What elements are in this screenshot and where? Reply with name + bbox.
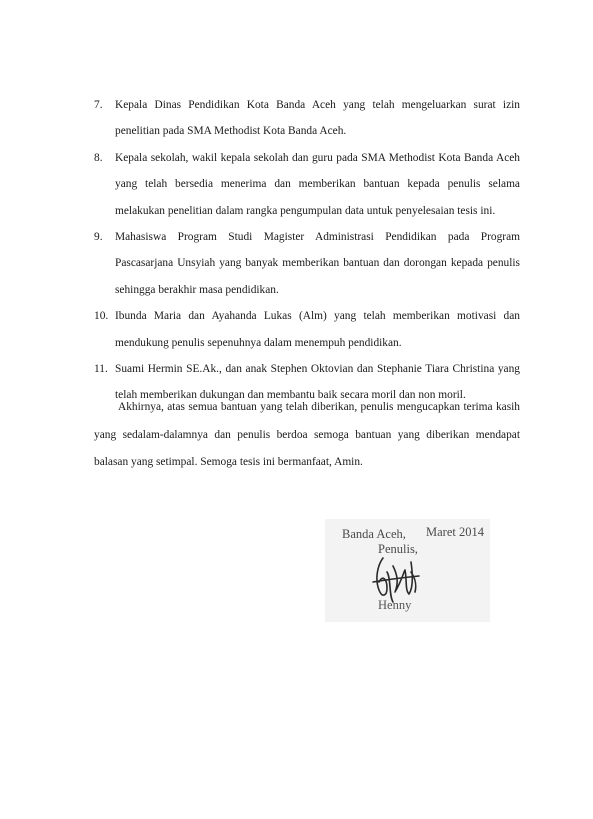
list-item (94, 224, 520, 303)
signature-city: Banda Aceh, (342, 527, 406, 541)
item-number: 8. (94, 151, 103, 164)
closing-paragraph: Akhirnya, atas semua bantuan yang telah diberikan, penulis mengucapkan terima kasih yang sedalam-dalamnya dan penulis berdoa semoga bantuan yang diberikan mendapat balasan yang setimpal. Semoga tesis ini bermanfaat, Amin. (94, 401, 520, 468)
list-item (94, 303, 520, 356)
signature-block (325, 519, 490, 622)
item-number: 11. (94, 363, 108, 376)
item-text: Ibunda Maria dan Ayahanda Lukas (Alm) yang telah memberikan motivasi dan mendukung penulis sepenuhnya dalam menempuh pendidikan. (115, 310, 520, 349)
item-number: 7. (94, 99, 103, 111)
acknowledgement-list (94, 92, 520, 409)
item-text: Mahasiswa Program Studi Magister Administrasi Pendidikan pada Program Pascasarjana Unsyiah yang banyak memberikan bantuan dan dorongan kepada penulis sehingga berakhir masa pendidikan. (115, 231, 520, 296)
list-item (94, 92, 520, 145)
item-number: 10. (94, 310, 109, 323)
signature-date: Maret 2014 (426, 525, 484, 539)
list-item (94, 145, 520, 224)
item-text: Kepala Dinas Pendidikan Kota Banda Aceh yang telah mengeluarkan surat izin penelitian pada SMA Methodist Kota Banda Aceh. (115, 99, 520, 138)
item-text: Kepala sekolah, wakil kepala sekolah dan guru pada SMA Methodist Kota Banda Aceh yang telah bersedia menerima dan memberikan bantuan kepada penulis selama melakukan penelitian dalam rangka pengumpulan data untuk penyelesaian tesis ini. (115, 151, 520, 217)
signature-role: Penulis, (378, 542, 418, 556)
item-text: Suami Hermin SE.Ak., dan anak Stephen Oktovian dan Stephanie Tiara Christina yang telah memberikan dukungan dan membantu baik secara moril dan non moril. (115, 363, 520, 402)
signature-name: Henny (378, 598, 412, 612)
item-number: 9. (94, 231, 103, 244)
